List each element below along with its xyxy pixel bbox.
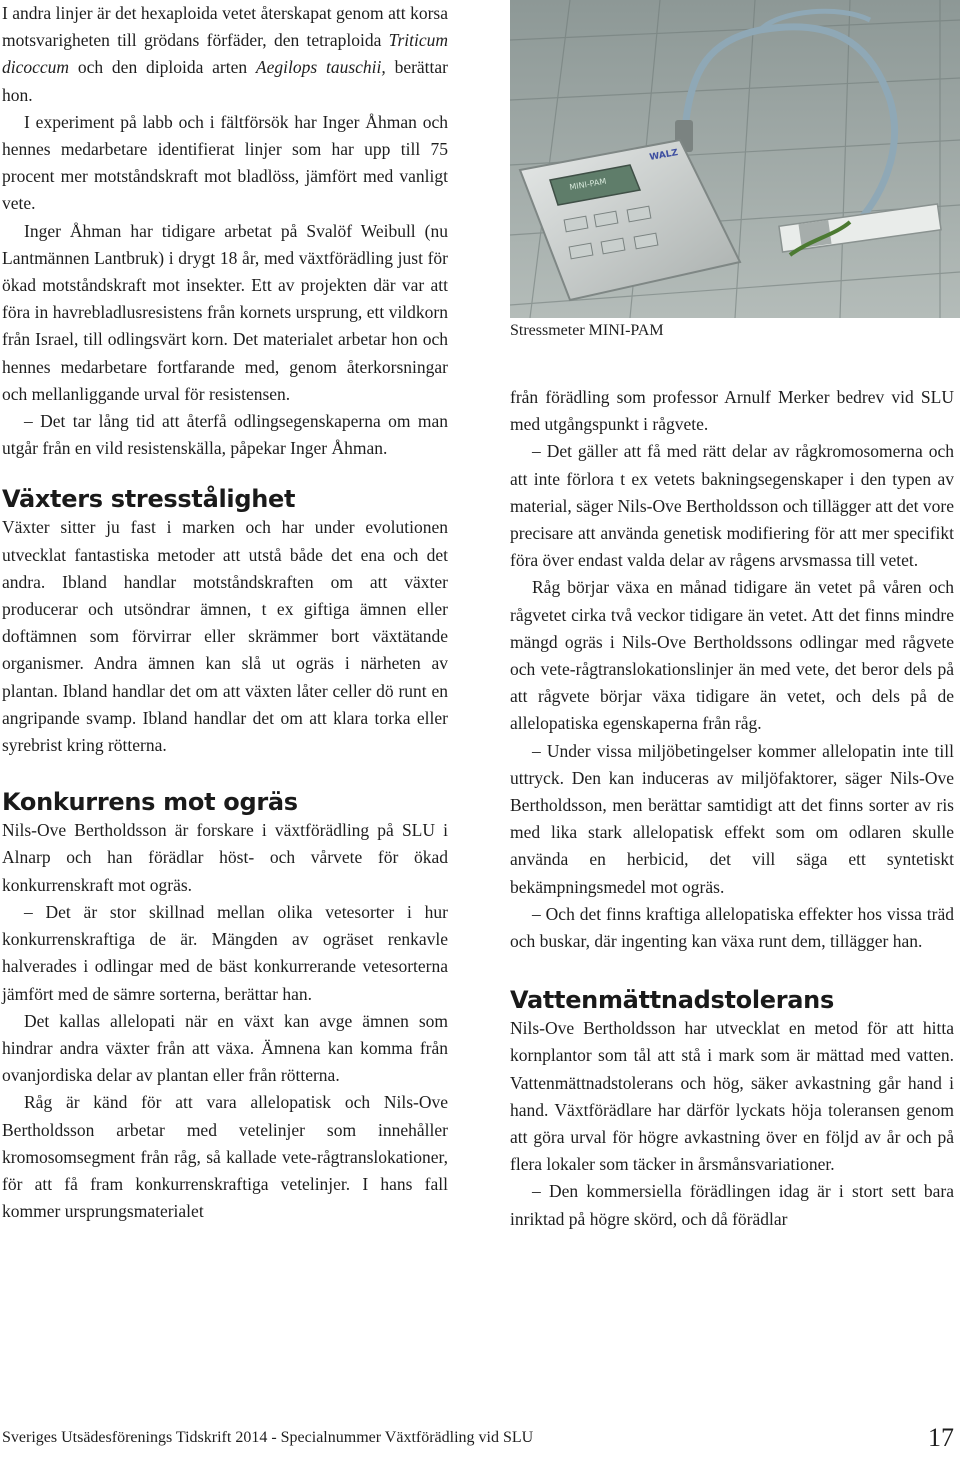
paragraph: Inger Åhman har tidigare arbetat på Svalöf Weibull (nu Lantmännen Lantbruk) i drygt 18 år, med växtförädling just för ökad motståndskraft mot insekter. Ett av projekten där var att föra in havrebladlusresistens från kornets ursprung, ett vildkorn från Israel, till odlingsvärt korn. Det materialet arbetar hon och hennes medarbetare fortfarande med, genom återkorsningar och mellanliggande urval för resistensen. [2,220,448,404]
footer-journal-title: Sveriges Utsädesförenings Tidskrift 2014 - Specialnummer Växtförädling vid SLU [2,1429,534,1446]
right-column [510,384,954,1233]
page-footer [2,1419,958,1455]
paragraph: I andra linjer är det hexaploida vetet återskapat genom att korsa motsvarigheten till grödans förfäder, den tetraploida Triticum dicoccum och den diploida arten Aegilops tauschii, berättar hon. [2,3,448,105]
section-heading: Växters stresstålighet [2,485,296,514]
paragraph: – Det tar lång tid att återfå odlingsegenskaperna om man utgår från en vild resistenskälla, påpekar Inger Åhman. [2,411,448,459]
paragraph: – Under vissa miljöbetingelser kommer allelopatin inte till uttryck. Den kan induceras av miljöfaktorer, säger Nils-Ove Bertholdsson, men berättar samtidigt att det finns sorter av ris med lika stark allelopatisk effekt som om odlaren skulle använda en herbicid, det vill säga ett syntetiskt bekämpningsmedel mot ogräs. [510,740,954,897]
paragraph: Nils-Ove Bertholdsson är forskare i växtförädling på SLU i Alnarp och han förädlar höst- och vårvete för ökad konkurrenskraft mot ogräs. [2,820,448,895]
paragraph: Råg börjar växa en månad tidigare än vetet på våren och rågvetet cirka två veckor tidigare än vetet. Att det finns mindre mängd ogräs i Nils-Ove Bertholdssons odlingar med rågvete och vete-rågtranslokationslinjer än med vete, det beror dels på att rågvete börjar växa tidigare än vetet, och dels på de allelopatiska egenskaperna från råg. [510,577,954,734]
paragraph: – Det gäller att få med rätt delar av rågkromosomerna och att inte förlora t ex vetets bakningsegenskaper i den typen av material, säger Nils-Ove Bertholdsson och tillägger att det vore precisare att använda genetisk modifiering för att mer specifikt föra över endast valda delar av rågens arvsmassa till vetet. [510,441,954,571]
paragraph: – Och det finns kraftiga allelopatiska effekter hos vissa träd och buskar, där ingenting kan växa runt dem, tillägger han. [510,903,954,952]
paragraph: – Det är stor skillnad mellan olika vetesorter i hur konkurrenskraftiga de är. Mängden av ogräset renkavle halverades i odlingar med de bäst konkurrerande vetesorterna jämfört med de sämre sorterna, berättar han. [2,901,448,1004]
paragraph: Nils-Ove Bertholdsson har utvecklat en metod för att hitta kornplantor som tål att stå i mark som är mättad med vatten. Vattenmättnadstolerans och hög, säker avkastning går hand i hand. Växtförädlare har därför lyckats höja toleransen genom att göra urval för högre avkastning över en följd av år och på flera lokaler som täcker in årsmånsvariationer. [510,1018,954,1175]
section-heading: Konkurrens mot ogräs [2,788,298,817]
paragraph: I experiment på labb och i fältförsök har Inger Åhman och hennes medarbetare identifierat linjer som har upp till 75 procent mer motståndskraft mot bladlöss, jämfört med vanligt vete. [2,111,448,214]
paragraph: Växter sitter ju fast i marken och har under evolutionen utvecklat fantastiska metoder att utstå både det ena och det andra. Ibland handlar motståndskraften om att växter producerar och utsöndrar ämnen, t ex giftiga ämnen eller doftämnen som förvirrar eller skrämmer bort växtätande organismer. Andra ämnen kan slå ut ogräs i närheten av plantan. Ibland handlar det om att växten låter celler dö runt en angripande svamp. Ibland handlar det om att klara torka eller syrebrist kring rötterna. [2,517,448,756]
device-photo [510,0,960,318]
paragraph: från förädling som professor Arnulf Merker bedrev vid SLU med utgångspunkt i rågvete. [510,387,954,435]
paragraph: Råg är känd för att vara allelopatisk och Nils-Ove Bertholdsson arbetar med vetelinjer som innehåller kromosomsegment från råg, så kallade vete-rågtranslokationer, för att få fram konkurrenskraftiga vetelinjer. I hans fall kommer ursprungsmaterialet [2,1092,448,1222]
section-heading: Vattenmättnadstolerans [510,986,834,1015]
left-column [2,0,448,1225]
photo-caption: Stressmeter MINI-PAM [510,322,664,339]
page-number: 17 [928,1423,954,1452]
paragraph: Det kallas allelopati när en växt kan avge ämnen som hindrar andra växter från att växa. Ämnena kan komma från ovanjordiska delar av plantan eller från rötterna. [2,1010,448,1086]
paragraph: – Den kommersiella förädlingen idag är i stort sett bara inriktad på högre skörd, och då förädlar [510,1181,954,1229]
device-brand: WALZ [648,148,679,163]
device-screen-label: MINI-PAM [568,176,607,192]
